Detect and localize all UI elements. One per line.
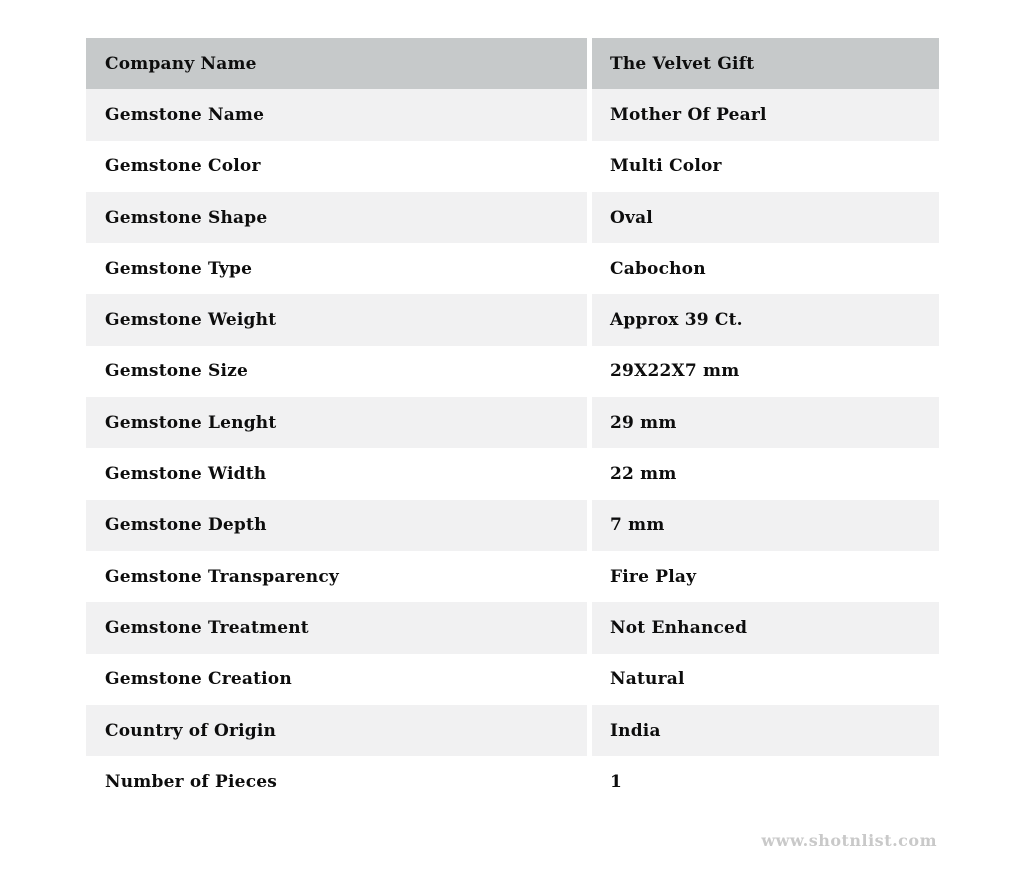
table-row-gemstone-type (86, 243, 939, 294)
spec-label: Gemstone Transparency (86, 551, 587, 602)
spec-value: Mother Of Pearl (592, 89, 939, 140)
table-row-gemstone-lenght (86, 397, 939, 448)
spec-value: 1 (592, 756, 939, 807)
table-row-gemstone-transparency (86, 551, 939, 602)
spec-label: Gemstone Color (86, 141, 587, 192)
table-row-gemstone-weight (86, 294, 939, 345)
spec-label: Gemstone Creation (86, 654, 587, 705)
spec-label: Number of Pieces (86, 756, 587, 807)
spec-label: Gemstone Lenght (86, 397, 587, 448)
table-row-gemstone-creation (86, 654, 939, 705)
spec-value: 7 mm (592, 500, 939, 551)
table-row-gemstone-treatment (86, 602, 939, 653)
spec-value: Fire Play (592, 551, 939, 602)
spec-label: Company Name (86, 38, 587, 89)
spec-label: Gemstone Depth (86, 500, 587, 551)
spec-label: Gemstone Width (86, 448, 587, 499)
spec-value: The Velvet Gift (592, 38, 939, 89)
spec-label: Gemstone Treatment (86, 602, 587, 653)
spec-label: Gemstone Name (86, 89, 587, 140)
table-row-company-name (86, 38, 939, 89)
spec-label: Gemstone Shape (86, 192, 587, 243)
spec-label: Gemstone Size (86, 346, 587, 397)
spec-value: India (592, 705, 939, 756)
table-row-gemstone-name (86, 89, 939, 140)
table-row-gemstone-shape (86, 192, 939, 243)
spec-label: Gemstone Type (86, 243, 587, 294)
spec-value: Natural (592, 654, 939, 705)
table-row-gemstone-size (86, 346, 939, 397)
spec-value: Not Enhanced (592, 602, 939, 653)
spec-label: Country of Origin (86, 705, 587, 756)
gemstone-spec-table (86, 38, 939, 807)
spec-value: Approx 39 Ct. (592, 294, 939, 345)
spec-value: Multi Color (592, 141, 939, 192)
spec-value: Oval (592, 192, 939, 243)
watermark-text: www.shotnlist.com (761, 831, 937, 850)
spec-value: 22 mm (592, 448, 939, 499)
table-row-gemstone-color (86, 141, 939, 192)
table-row-country-of-origin (86, 705, 939, 756)
spec-value: Cabochon (592, 243, 939, 294)
table-row-gemstone-width (86, 448, 939, 499)
table-row-number-of-pieces (86, 756, 939, 807)
table-row-gemstone-depth (86, 500, 939, 551)
spec-label: Gemstone Weight (86, 294, 587, 345)
spec-value: 29 mm (592, 397, 939, 448)
spec-value: 29X22X7 mm (592, 346, 939, 397)
